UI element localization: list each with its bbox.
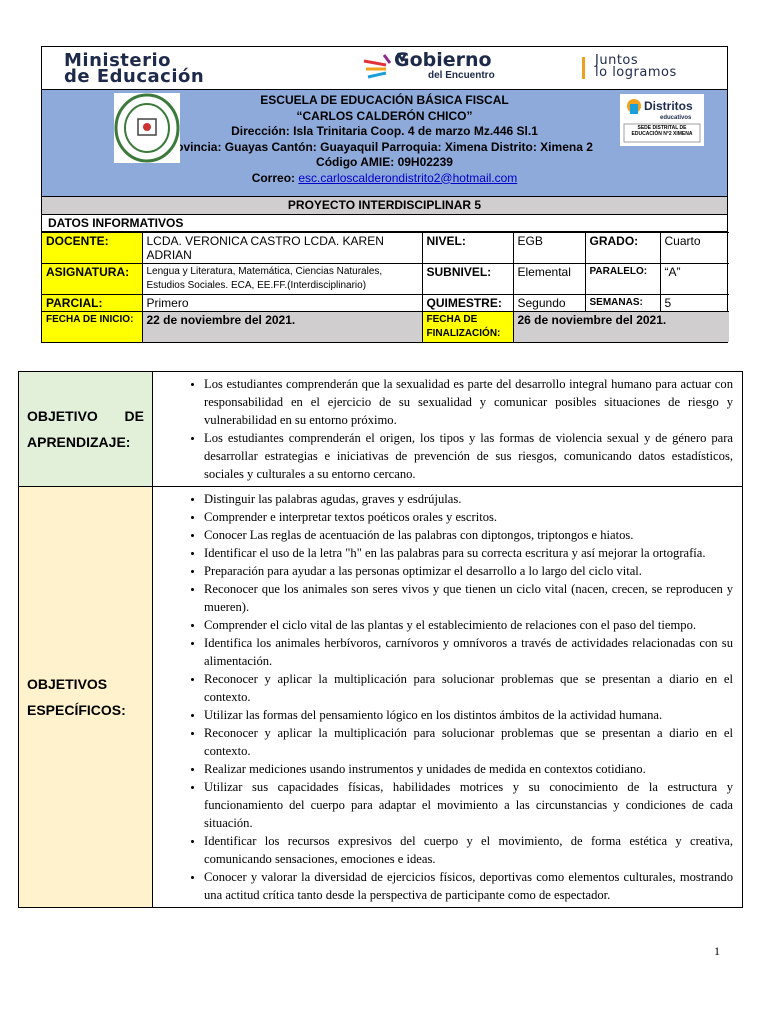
especificos-label: OBJETIVOS ESPECÍFICOS: [19,487,153,908]
list-item: • Realizar mediciones usando instrumentos y unidades de medida en contextos cotidiano. [204,760,733,778]
ministry-logo [64,50,205,87]
subnivel-label: SUBNIVEL: [422,264,513,295]
parcial-value: Primero [142,295,422,312]
distritos-sub: educativos [660,115,692,121]
list-item: • Los estudiantes comprenderán que la sexualidad es parte del desarrollo integral humano para actuar con responsabilidad en el ejercicio de su sexualidad y comunicar posibles situaciones de riesgo y vulnerabilidad en su entorno próximo. [204,375,733,429]
paralelo-value: “A” [660,264,729,295]
docente-value: LCDA. VERONICA CASTRO LCDA. KAREN ADRIAN [142,233,422,264]
juntos-line1: Juntos [595,53,639,68]
grado-value: Cuarto [660,233,729,264]
especificos-content [153,487,743,908]
ministry-logo-line1: Ministerio [64,50,172,71]
distritos-title: Distritos [644,99,693,113]
list-item: • Utilizar sus capacidades físicas, habilidades motrices y su conocimiento de la estructura y funcionamiento del cuerpo para adaptar el movimiento a las circunstancias y condiciones de cada situación. [204,778,733,832]
school-email-line [42,171,727,187]
list-item: • Reconocer y aplicar la multiplicación para solucionar problemas que se presentan a diario en el contexto. [204,670,733,706]
email-link[interactable]: esc.carloscalderondistrito2@hotmail.com [298,170,518,185]
inicio-value: 22 de noviembre del 2021. [142,312,422,343]
project-title: PROYECTO INTERDISCIPLINAR 5 [42,197,727,215]
school-location: ovincia: Guayas Cantón: Guayaquil Parroquia: Ximena Distrito: Ximena 2 [176,139,593,154]
school-seal-icon [114,93,180,163]
info-row-docente [42,233,729,264]
list-item: • Preparación para ayudar a las personas optimizar el desarrollo a lo largo del ciclo vital. [204,562,733,580]
school-amie: Código AMIE: 09H02239 [316,155,453,169]
objectives-table [18,371,743,908]
docente-label: DOCENTE: [42,233,142,264]
inicio-label: FECHA DE INICIO: [42,312,142,343]
subnivel-value: Elemental [513,264,585,295]
list-item: • Reconocer que los animales son seres vivos y que tienen un ciclo vital (nacen, crecen, se reproducen y mueren). [204,580,733,616]
juntos-slogan [595,55,677,79]
list-item: • Conocer y valorar la diversidad de ejercicios físicos, deportivas como elementos culturales, mostrando una actitud crítica tanto desde la perspectiva de participante como de espectador. [204,868,733,904]
gobierno-wordmark: Gobierno [394,49,492,71]
grado-label: GRADO: [585,233,660,264]
list-item: • Reconocer y aplicar la multiplicación para solucionar problemas que se presentan a diario en el contexto. [204,724,733,760]
parcial-label: PARCIAL: [42,295,142,312]
juntos-line2: lo logramos [595,65,677,80]
aprendizaje-label: OBJETIVO DE APRENDIZAJE: [19,372,153,487]
paralelo-label: PARALELO: [585,264,660,295]
asignatura-value: Lengua y Literatura, Matemática, Ciencias Naturales, Estudios Sociales. ECA, EE.FF.(Interdisciplinario) [142,264,422,295]
fin-value: 26 de noviembre del 2021. [513,312,729,343]
distritos-sede: SEDE DISTRITAL DE EDUCACIÓN N°2 XIMENA [631,125,693,137]
info-row-parcial [42,295,729,312]
ministry-logo-line2: de Educación [64,66,205,87]
quimestre-label: QUIMESTRE: [422,295,513,312]
aprendizaje-list [154,373,741,485]
distritos-logo [620,94,704,146]
info-row-asignatura [42,264,729,295]
page-number: 1 [714,944,720,958]
list-item: • Comprender el ciclo vital de las plantas y el establecimiento de relaciones con el paso del tiempo. [204,616,733,634]
nivel-label: NIVEL: [422,233,513,264]
list-item: • Identificar los recursos expresivos del cuerpo y el movimiento, de forma estética y creativa, comunicando sensaciones, emociones e ideas. [204,832,733,868]
info-table [42,232,729,342]
school-address: Dirección: Isla Trinitaria Coop. 4 de marzo Mz.446 Sl.1 [231,124,538,138]
list-item: • Conocer Las reglas de acentuación de las palabras con diptongos, triptongos e hiatos. [204,526,733,544]
list-item: • Distinguir las palabras agudas, graves y esdrújulas. [204,490,733,508]
list-item: • Comprender e interpretar textos poéticos orales y escritos. [204,508,733,526]
list-item: • Identifica los animales herbívoros, carnívoros y omnívoros a través de actividades relacionadas con su alimentación. [204,634,733,670]
list-item: • Los estudiantes comprenderán el origen, los tipos y las formas de violencia sexual y de género para desarrollar estrategias e iniciativas de prevención de sus riesgos, comunicando datos estadísticos, sociales y culturales a su entorno cercano. [204,429,733,483]
semanas-label: SEMANAS: [585,295,660,312]
school-info [42,90,727,197]
ministry-banner [42,47,727,90]
fin-label: FECHA DE FINALIZACIÓN: [422,312,513,343]
aprendizaje-content [153,372,743,487]
email-label: Correo: [251,170,299,185]
quimestre-value: Segundo [513,295,585,312]
banner-divider [582,57,585,79]
datos-title: DATOS INFORMATIVOS [42,215,727,232]
nivel-value: EGB [513,233,585,264]
school-type: ESCUELA DE EDUCACIÓN BÁSICA FISCAL [260,93,509,107]
school-name: “CARLOS CALDERÓN CHICO” [296,108,473,123]
asignatura-label: ASIGNATURA: [42,264,142,295]
info-row-fechas [42,312,729,343]
header-block [41,46,728,343]
list-item: • Identificar el uso de la letra "h" en las palabras para su correcta escritura y así mejorar la ortografía. [204,544,733,562]
objective-row-aprendizaje [19,372,743,487]
especificos-list [154,488,741,906]
objective-row-especificos [19,487,743,908]
semanas-value: 5 [660,295,729,312]
list-item: • Utilizar las formas del pensamiento lógico en los distintos ámbitos de la actividad humana. [204,706,733,724]
gobierno-subtitle: del Encuentro [428,70,495,81]
distritos-badge-icon [620,94,704,146]
